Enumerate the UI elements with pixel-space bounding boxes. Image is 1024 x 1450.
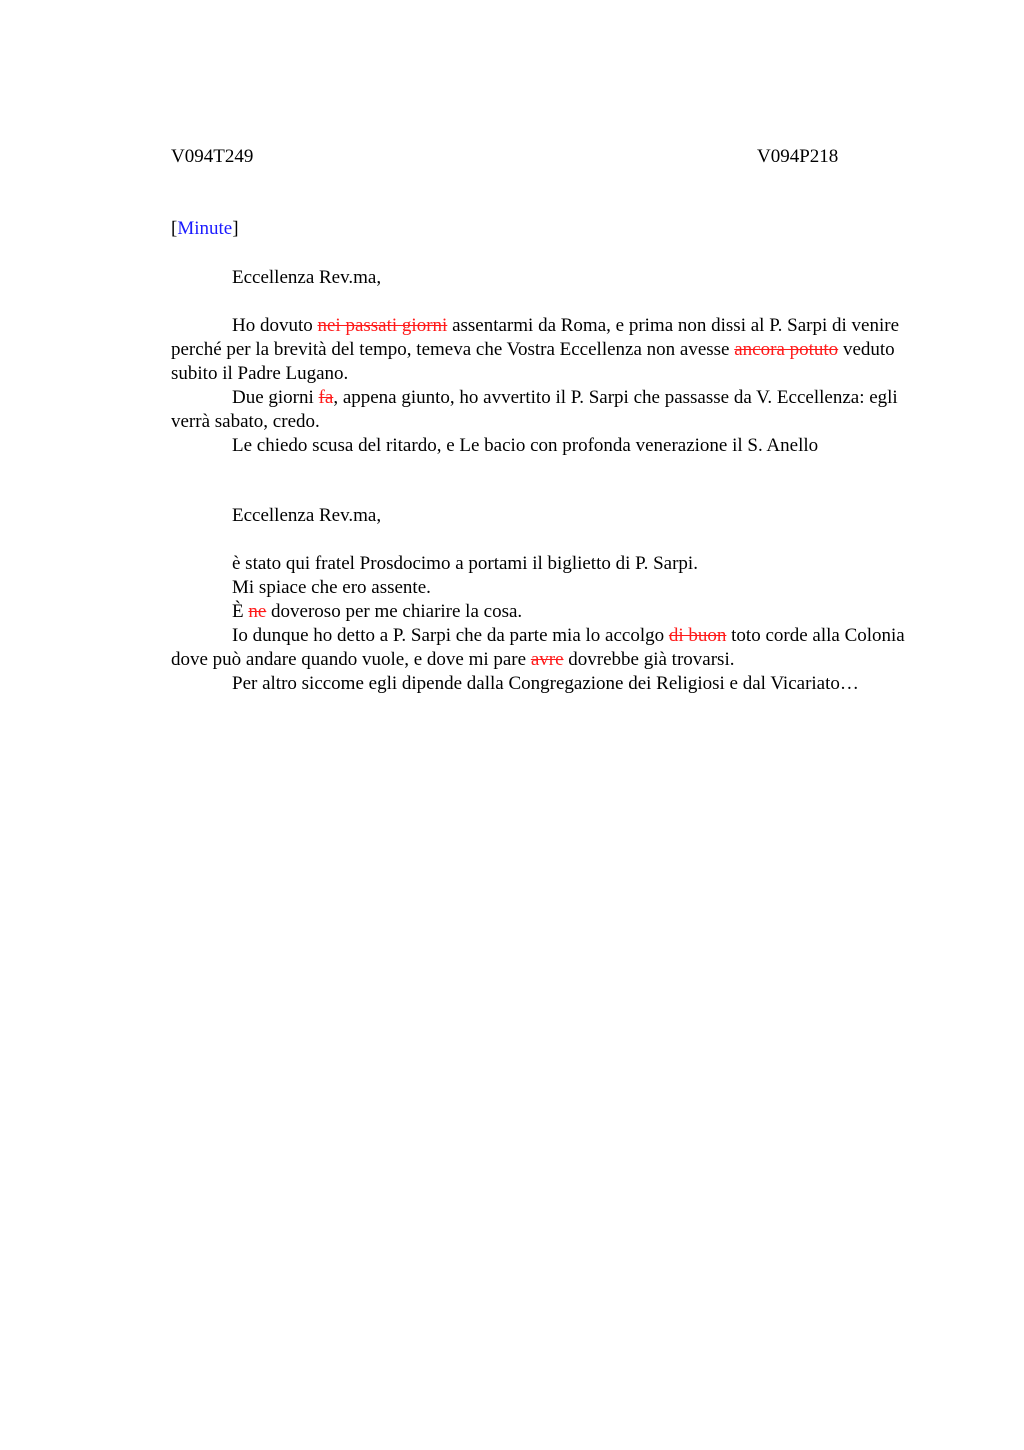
letter-paragraph: Per altro siccome egli dipende dalla Congregazione dei Religiosi e dal Vicariato… xyxy=(232,673,859,694)
bracket-close: ] xyxy=(232,218,239,239)
text-run: doveroso per me chiarire la cosa. xyxy=(266,601,523,622)
letter-paragraph: Le chiedo scusa del ritardo, e Le bacio con profonda venerazione il S. Anello xyxy=(232,435,819,456)
deleted-text: avre xyxy=(530,649,564,670)
letter-paragraph xyxy=(171,600,931,624)
letter-paragraph xyxy=(171,386,931,434)
deleted-text: nei passati giorni xyxy=(317,315,448,336)
deleted-text: fa xyxy=(318,387,334,408)
text-run: Ho dovuto xyxy=(232,315,318,336)
minute-link[interactable]: Minute xyxy=(177,218,233,239)
letter-greeting: Eccellenza Rev.ma, xyxy=(232,267,382,288)
letter-greeting: Eccellenza Rev.ma, xyxy=(232,505,382,526)
letter-first xyxy=(171,266,931,458)
letter-paragraph: Mi spiace che ero assente. xyxy=(232,577,431,598)
text-run: Due giorni xyxy=(232,387,319,408)
text-code: V094T249 xyxy=(171,146,254,167)
deleted-text: di buon xyxy=(668,625,727,646)
deleted-text: ne xyxy=(248,601,267,622)
letter-paragraph xyxy=(171,314,931,386)
minute-label xyxy=(171,218,239,240)
document-header xyxy=(171,146,846,170)
text-run: veduto subito il Padre Lugano. xyxy=(171,339,895,384)
text-run: Io dunque ho detto a P. Sarpi che da parte mia lo accolgo xyxy=(232,625,669,646)
page-code: V094P218 xyxy=(757,146,839,167)
text-run: , appena giunto, ho avvertito il P. Sarpi che passasse da V. Eccellenza: egli verrà sabato, credo. xyxy=(171,387,898,432)
letter-paragraph xyxy=(171,624,931,672)
deleted-text: ancora potuto xyxy=(734,339,839,360)
text-run: dovrebbe già trovarsi. xyxy=(563,649,735,670)
bracket-open: [ xyxy=(171,218,178,239)
letter-second xyxy=(171,504,931,696)
letter-paragraph: è stato qui fratel Prosdocimo a portami il biglietto di P. Sarpi. xyxy=(232,553,698,574)
text-run: È xyxy=(232,601,249,622)
text-run: assentarmi da Roma, e prima non dissi al P. Sarpi di venire perché per la brevità del tempo, temeva che Vostra Eccellenza non avesse xyxy=(171,315,900,360)
text-run: toto corde alla Colonia dove può andare quando vuole, e dove mi pare xyxy=(171,625,905,670)
